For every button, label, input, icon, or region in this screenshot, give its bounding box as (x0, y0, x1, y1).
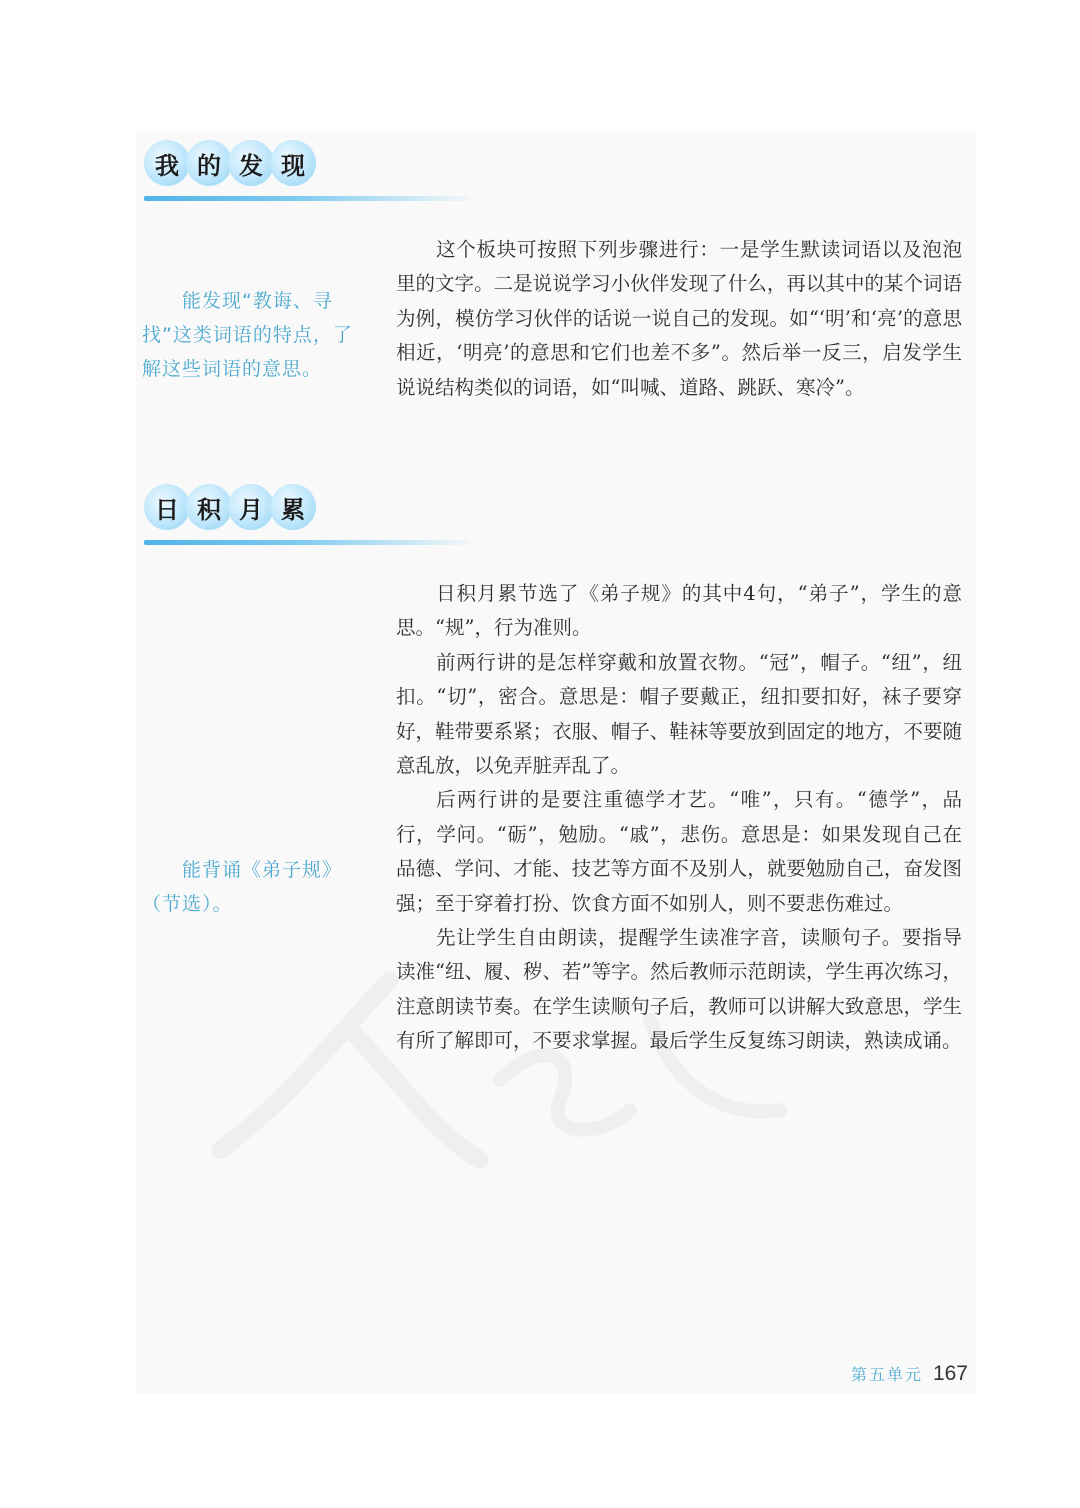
title-badge: 月 (228, 484, 274, 530)
title-badge: 我 (144, 140, 190, 186)
body-text-accumulation (396, 577, 962, 1059)
paragraph: 日积月累节选了《弟子规》的其中4句，“弟子”，学生的意思。“规”，行为准则。 (396, 582, 962, 640)
paragraph: 后两行讲的是要注重德学才艺。“唯”，只有。“德学”，品行，学问。“砺”，勉励。“戚”，悲伤。意思是：如果发现自己在品德、学问、才能、技艺等方面不及别人，就要勉励自己，奋发图强；至于穿着打扮、饮食方面不如别人，则不要悲伤难过。 (396, 788, 962, 915)
paragraph: 前两行讲的是怎样穿戴和放置衣物。“冠”，帽子。“纽”，纽扣。“切”，密合。意思是：帽子要戴正，纽扣要扣好，袜子要穿好，鞋带要系紧；衣服、帽子、鞋袜等要放到固定的地方，不要随意乱放，以免弄脏弄乱了。 (396, 650, 962, 778)
paragraph: 这个板块可按照下列步骤进行：一是学生默读词语以及泡泡里的文字。二是说说学习小伙伴发现了什么，再以其中的某个词语为例，模仿学习伙伴的话说一说自己的发现。如“‘明’和‘亮’的意思相近，‘明亮’的意思和它们也差不多”。然后举一反三，启发学生说说结构类似的词语，如“叫喊、道路、跳跃、寒冷”。 (396, 238, 962, 399)
unit-label: 第五单元 (850, 1365, 923, 1384)
title-badge: 的 (186, 140, 232, 186)
section-divider (144, 540, 470, 545)
title-badge: 发 (228, 140, 274, 186)
body-text-discovery (396, 233, 962, 405)
title-badge: 现 (270, 140, 316, 186)
section-header-accumulation (144, 484, 474, 544)
section-header-discovery (144, 140, 474, 200)
section-divider (144, 196, 470, 201)
side-note-accumulation: 能背诵《弟子规》（节选）。 (142, 859, 343, 915)
title-badge: 积 (186, 484, 232, 530)
section-title-badges (144, 484, 312, 530)
section-title-badges (144, 140, 312, 186)
title-badge: 累 (270, 484, 316, 530)
page-footer (851, 1362, 968, 1386)
page-number: 167 (932, 1362, 968, 1385)
paragraph: 先让学生自由朗读，提醒学生读准字音，读顺句子。要指导读准“纽、履、秽、若”等字。然后教师示范朗读，学生再次练习，注意朗读节奏。在学生读顺句子后，教师可以讲解大致意思，学生有所了解即可，不要求掌握。最后学生反复练习朗读，熟读成诵。 (396, 926, 962, 1053)
title-badge: 日 (144, 484, 190, 530)
side-note-discovery: 能发现“教诲、寻找”这类词语的特点，了解这些词语的意思。 (142, 290, 353, 380)
